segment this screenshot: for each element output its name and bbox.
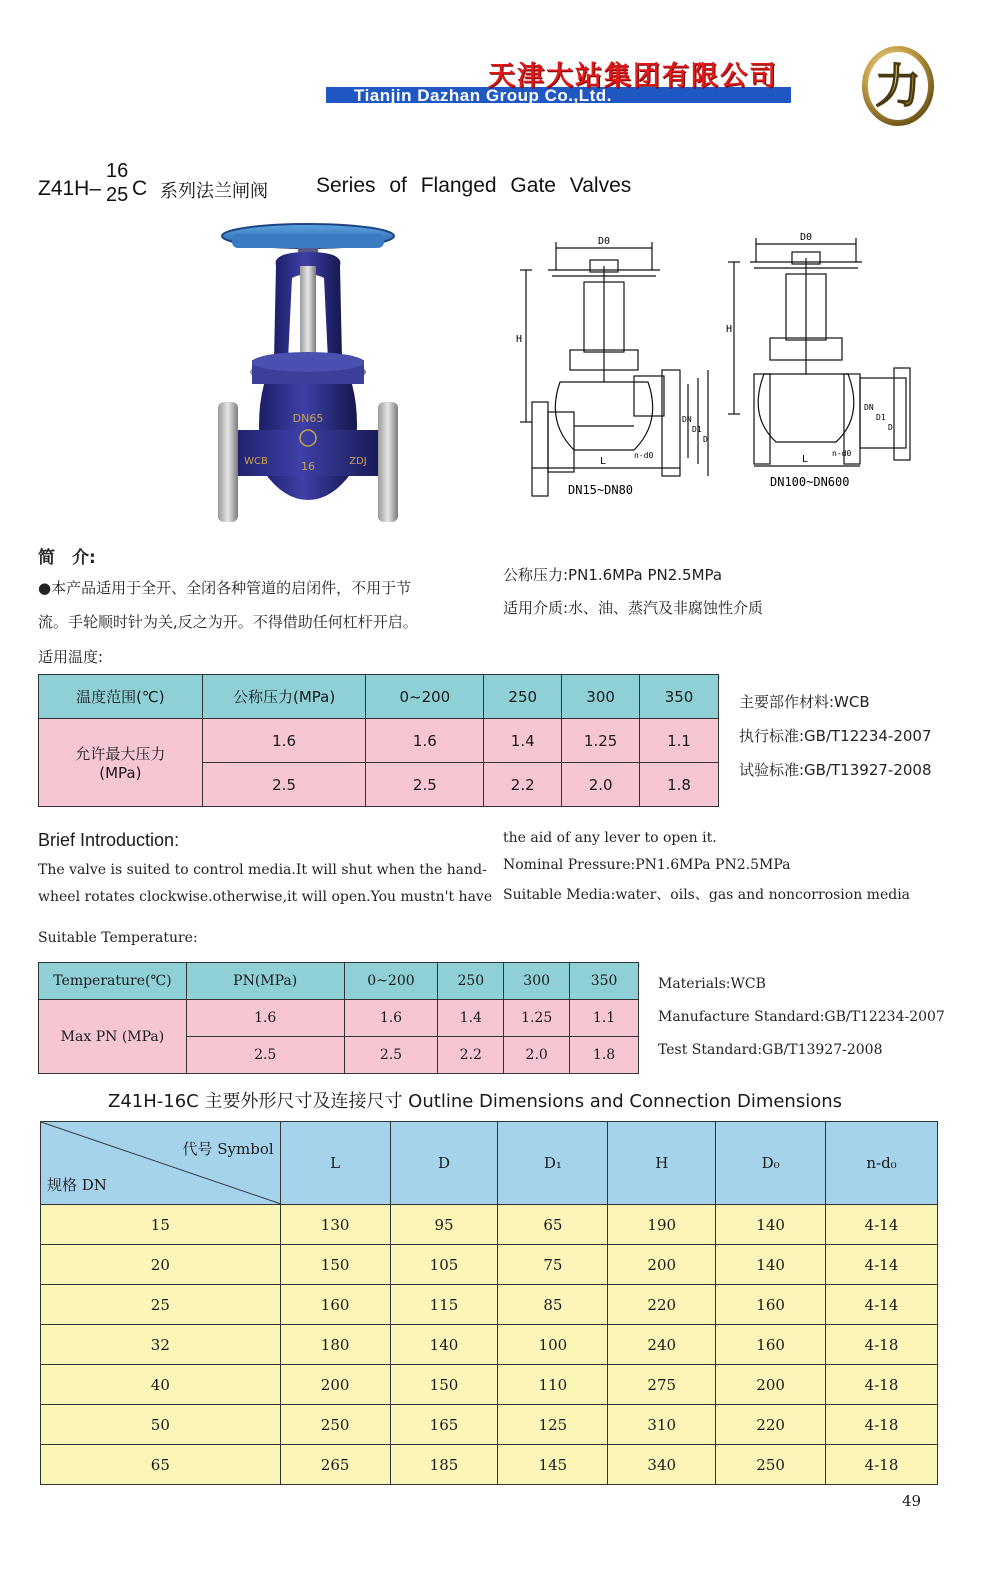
table-cell: 180 [280,1325,390,1365]
table-row [41,1405,938,1445]
row-label-line1: 允许最大压力 [75,745,166,763]
table-header-cell: D₁ [498,1122,608,1205]
dims-title: Z41H-16C 主要外形尺寸及连接尺寸 Outline Dimensions and Connection Dimensions [108,1091,843,1112]
table-cell: 4-18 [826,1325,938,1365]
table-cell: 220 [716,1405,826,1445]
symbol-label: 代号 Symbol [182,1140,274,1158]
table-cell: 110 [498,1365,608,1405]
table-cell: 185 [390,1445,498,1485]
table-header-cell: 350 [640,675,719,719]
table-header-cell: 公称压力(MPa) [202,675,366,719]
table-header-cell: 0~200 [344,963,438,1000]
drawing-left-dim-dn: DN [682,415,692,424]
drawing-right-dim-d1: D1 [876,413,886,422]
table-cell: 4-14 [826,1245,938,1285]
table-cell: 95 [390,1205,498,1245]
table-cell: 140 [716,1205,826,1245]
dn-label: 规格 DN [47,1176,107,1194]
table-cell: 20 [41,1245,281,1285]
page-number: 49 [902,1492,922,1510]
notes-cn-test: 试验标准:GB/T13927-2008 [739,761,932,779]
table-cell: 200 [280,1365,390,1405]
table-cell: 32 [41,1325,281,1365]
table-header-cell: 250 [438,963,504,1000]
table-cell: 2.0 [562,763,640,807]
intro-en-pressure: Nominal Pressure:PN1.6MPa PN2.5MPa [503,857,791,873]
drawing-left-dim-d0: D0 [597,236,611,247]
drawing-left-dim-nd0: n-d0 [634,451,654,460]
drawing-right-caption: DN100~DN600 [770,475,850,489]
table-header-cell: D [390,1122,498,1205]
table-row [39,1000,639,1037]
table-cell: 1.4 [438,1000,504,1037]
table-row [41,1445,938,1485]
table-row [41,1325,938,1365]
table-cell: 4-18 [826,1405,938,1445]
table-cell: 75 [498,1245,608,1285]
table-cell: 150 [280,1245,390,1285]
table-cell: 2.5 [366,763,484,807]
intro-en-heading: Brief Introduction: [38,830,180,850]
table-cell: 1.8 [640,763,719,807]
drawing-left-dim-l: L [600,456,607,467]
table-cell: 25 [41,1285,281,1325]
table-cell: 50 [41,1405,281,1445]
table-cell: 160 [716,1325,826,1365]
table-cell: 1.6 [186,1000,344,1037]
logo-glyph: 力 [875,59,921,113]
table-cell: 85 [498,1285,608,1325]
table-cell: 340 [608,1445,716,1485]
table-header-cell: H [608,1122,716,1205]
table-cell: 1.6 [344,1000,438,1037]
table-cell: 310 [608,1405,716,1445]
table-cell: 275 [608,1365,716,1405]
notes-cn-material: 主要部作材料:WCB [739,693,870,711]
intro-cn-line2: 流。手轮顺时针为关,反之为开。不得借助任何杠杆开启。 [38,613,418,631]
table-cell: 220 [608,1285,716,1325]
svg-text:DN65: DN65 [292,412,324,425]
table-cell: 1.6 [366,719,484,763]
table-row [41,1205,938,1245]
table-header-cell: 温度范围(℃) [39,675,203,719]
table-cell: 160 [280,1285,390,1325]
table-cell: 1.1 [640,719,719,763]
notes-en-test: Test Standard:GB/T13927-2008 [658,1042,883,1058]
row-label-cell [39,719,203,807]
svg-text:16: 16 [301,460,315,473]
table-row [41,1245,938,1285]
row-label-line2: (MPa) [99,764,142,782]
temperature-pressure-table-en [38,962,639,1074]
table-cell: 190 [608,1205,716,1245]
table-cell: 2.5 [344,1037,438,1074]
table-header-cell: 350 [570,963,639,1000]
table-cell: 40 [41,1365,281,1405]
title-pressure-bottom: 25 [106,184,129,206]
svg-text:ZDJ: ZDJ [349,456,367,467]
table-cell: 1.6 [202,719,366,763]
temperature-pressure-table-cn [38,674,719,807]
table-header-row [41,1122,938,1205]
table-cell: 145 [498,1445,608,1485]
valve-photo [212,222,402,528]
table-cell: 4-18 [826,1445,938,1485]
table-cell: 2.5 [186,1037,344,1074]
drawing-small-valve [512,232,717,502]
title-en: Series of Flanged Gate Valves [316,174,632,197]
intro-cn-heading: 简 介: [38,548,96,568]
drawing-right-dim-dn: DN [864,403,874,412]
table-cell: 2.2 [438,1037,504,1074]
drawing-left-caption: DN15~DN80 [568,483,634,497]
intro-cn-media: 适用介质:水、油、蒸汽及非腐蚀性介质 [503,599,764,617]
table-cell: 140 [716,1245,826,1285]
table-header-cell: 300 [562,675,640,719]
intro-en-line1: The valve is suited to control media.It will shut when the hand- [38,862,487,878]
row-label-cell: Max PN (MPa) [39,1000,187,1074]
company-logo [862,46,934,126]
table-cell: 4-14 [826,1285,938,1325]
title-pressure-top: 16 [106,160,129,182]
table-cell: 1.8 [570,1037,639,1074]
table-cell: 65 [498,1205,608,1245]
drawing-right-dim-d0: D0 [799,232,813,243]
svg-text:WCB: WCB [244,456,268,467]
table-cell: 65 [41,1445,281,1485]
table-cell: 265 [280,1445,390,1485]
table-cell: 125 [498,1405,608,1445]
table-cell: 250 [716,1445,826,1485]
table-header-cell: n-d₀ [826,1122,938,1205]
table-cell: 140 [390,1325,498,1365]
intro-cn-temp-label: 适用温度: [38,648,104,666]
intro-cn-line1: ●本产品适用于全开、全闭各种管道的启闭件，不用于节 [38,579,412,597]
drawing-right-dim-h: H [726,324,733,335]
table-header-cell: 300 [504,963,570,1000]
notes-en-material: Materials:WCB [658,976,766,992]
drawing-right-dim-nd0: n-d0 [832,449,852,458]
table-row [39,719,719,763]
table-cell: 4-18 [826,1365,938,1405]
intro-cn-pressure: 公称压力:PN1.6MPa PN2.5MPa [503,566,723,584]
table-cell: 1.25 [562,719,640,763]
table-cell: 250 [280,1405,390,1445]
intro-en-temp-label: Suitable Temperature: [38,930,198,946]
table-cell: 1.1 [570,1000,639,1037]
drawing-large-valve [724,228,924,494]
table-header-row [39,963,639,1000]
table-cell: 200 [608,1245,716,1285]
title-model-suffix: C [132,177,148,200]
table-cell: 200 [716,1365,826,1405]
table-cell: 115 [390,1285,498,1325]
drawing-right-dim-l: L [802,454,809,465]
table-cell: 1.4 [484,719,562,763]
table-header-cell: L [280,1122,390,1205]
table-header-cell: PN(MPa) [186,963,344,1000]
company-name-en: Tianjin Dazhan Group Co.,Ltd. [354,86,612,105]
notes-cn-standard: 执行标准:GB/T12234-2007 [739,727,932,745]
drawing-right-dim-d: D [888,423,893,432]
table-cell: 15 [41,1205,281,1245]
notes-en-standard: Manufacture Standard:GB/T12234-2007 [658,1009,945,1025]
table-cell: 130 [280,1205,390,1245]
table-header-cell: 250 [484,675,562,719]
table-cell: 2.5 [202,763,366,807]
table-header-cell: 0~200 [366,675,484,719]
table-header-cell: D₀ [716,1122,826,1205]
title-model-prefix: Z41H– [38,177,102,200]
drawing-left-dim-h: H [516,334,523,345]
table-cell: 2.2 [484,763,562,807]
table-header-row [39,675,719,719]
intro-en-media: Suitable Media:water、oils、gas and noncorrosion media [503,887,911,903]
dimensions-table [40,1121,938,1485]
title-cn: 系列法兰闸阀 [160,181,268,202]
table-cell: 4-14 [826,1205,938,1245]
table-header-cell: Temperature(℃) [39,963,187,1000]
drawing-left-dim-d: D [703,435,708,444]
table-cell: 105 [390,1245,498,1285]
table-cell: 240 [608,1325,716,1365]
table-cell: 1.25 [504,1000,570,1037]
table-row [41,1285,938,1325]
table-cell: 100 [498,1325,608,1365]
intro-en-line2: wheel rotates clockwise.otherwise,it will open.You mustn't have [38,889,493,905]
company-name-cn: 天津大站集团有限公司 [488,61,778,92]
table-cell: 160 [716,1285,826,1325]
table-cell: 165 [390,1405,498,1445]
diagonal-header-cell [41,1122,281,1205]
table-cell: 150 [390,1365,498,1405]
table-cell: 2.0 [504,1037,570,1074]
drawing-left-dim-d1: D1 [692,425,702,434]
table-row [41,1365,938,1405]
intro-en-line3: the aid of any lever to open it. [503,830,717,846]
